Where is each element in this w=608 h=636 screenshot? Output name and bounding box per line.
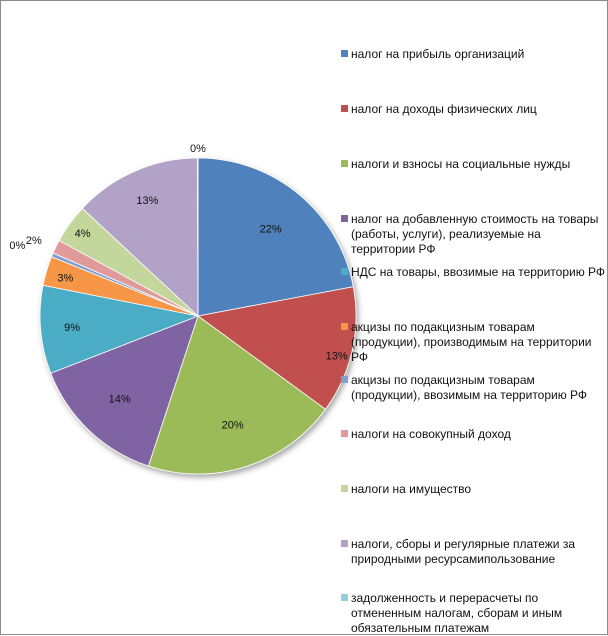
legend-swatch bbox=[341, 50, 348, 57]
legend-item bbox=[341, 47, 607, 62]
legend-item bbox=[341, 537, 607, 567]
legend-label: налоги, сборы и регулярные платежи за природными ресурсамипользование bbox=[351, 537, 607, 567]
legend-swatch bbox=[341, 540, 348, 547]
slice-label: 0% bbox=[190, 143, 206, 155]
legend-swatch bbox=[341, 268, 348, 275]
legend-label: налоги на совокупный доход bbox=[351, 427, 607, 442]
legend-swatch bbox=[341, 160, 348, 167]
legend-label: налог на прибыль организаций bbox=[351, 47, 607, 62]
legend-swatch bbox=[341, 376, 348, 383]
slice-label: 0% bbox=[9, 240, 25, 252]
slice-label: 2% bbox=[26, 235, 42, 247]
slice-label: 20% bbox=[222, 419, 244, 431]
legend-item bbox=[341, 427, 607, 442]
slice-label: 9% bbox=[64, 322, 80, 334]
slice-label: 13% bbox=[136, 195, 158, 207]
slice-label: 4% bbox=[75, 228, 91, 240]
legend-swatch bbox=[341, 594, 348, 601]
legend-item bbox=[341, 591, 607, 636]
legend-swatch bbox=[341, 215, 348, 222]
legend-label: налог на доходы физических лиц bbox=[351, 102, 607, 117]
legend-label: задолженность и перерасчеты по отмененным налогам, сборам и иным обязательным платежам bbox=[351, 591, 607, 636]
legend-label: акцизы по подакцизным товарам (продукции), ввозимым на территорию РФ bbox=[351, 373, 607, 403]
legend-label: налоги на имущество bbox=[351, 482, 607, 497]
legend-label: налог на добавленную стоимость на товары (работы, услуги), реализуемые на территории РФ bbox=[351, 212, 607, 257]
slice-label: 13% bbox=[326, 350, 348, 362]
legend-swatch bbox=[341, 323, 348, 330]
slice-label: 3% bbox=[57, 273, 73, 285]
legend-item bbox=[341, 102, 607, 117]
legend-label: акцизы по подакцизным товарам (продукции), производимым на территории РФ bbox=[351, 320, 607, 365]
legend-swatch bbox=[341, 105, 348, 112]
legend-item bbox=[341, 265, 607, 280]
legend-item bbox=[341, 320, 607, 365]
legend-label: НДС на товары, ввозимые на территорию РФ bbox=[351, 265, 607, 280]
legend-item bbox=[341, 482, 607, 497]
slice-label: 22% bbox=[260, 223, 282, 235]
legend-swatch bbox=[341, 485, 348, 492]
legend-item bbox=[341, 212, 607, 257]
legend-label: налоги и взносы на социальные нужды bbox=[351, 157, 607, 172]
legend-item bbox=[341, 157, 607, 172]
legend-item bbox=[341, 373, 607, 403]
legend-swatch bbox=[341, 430, 348, 437]
slice-label: 14% bbox=[109, 393, 131, 405]
